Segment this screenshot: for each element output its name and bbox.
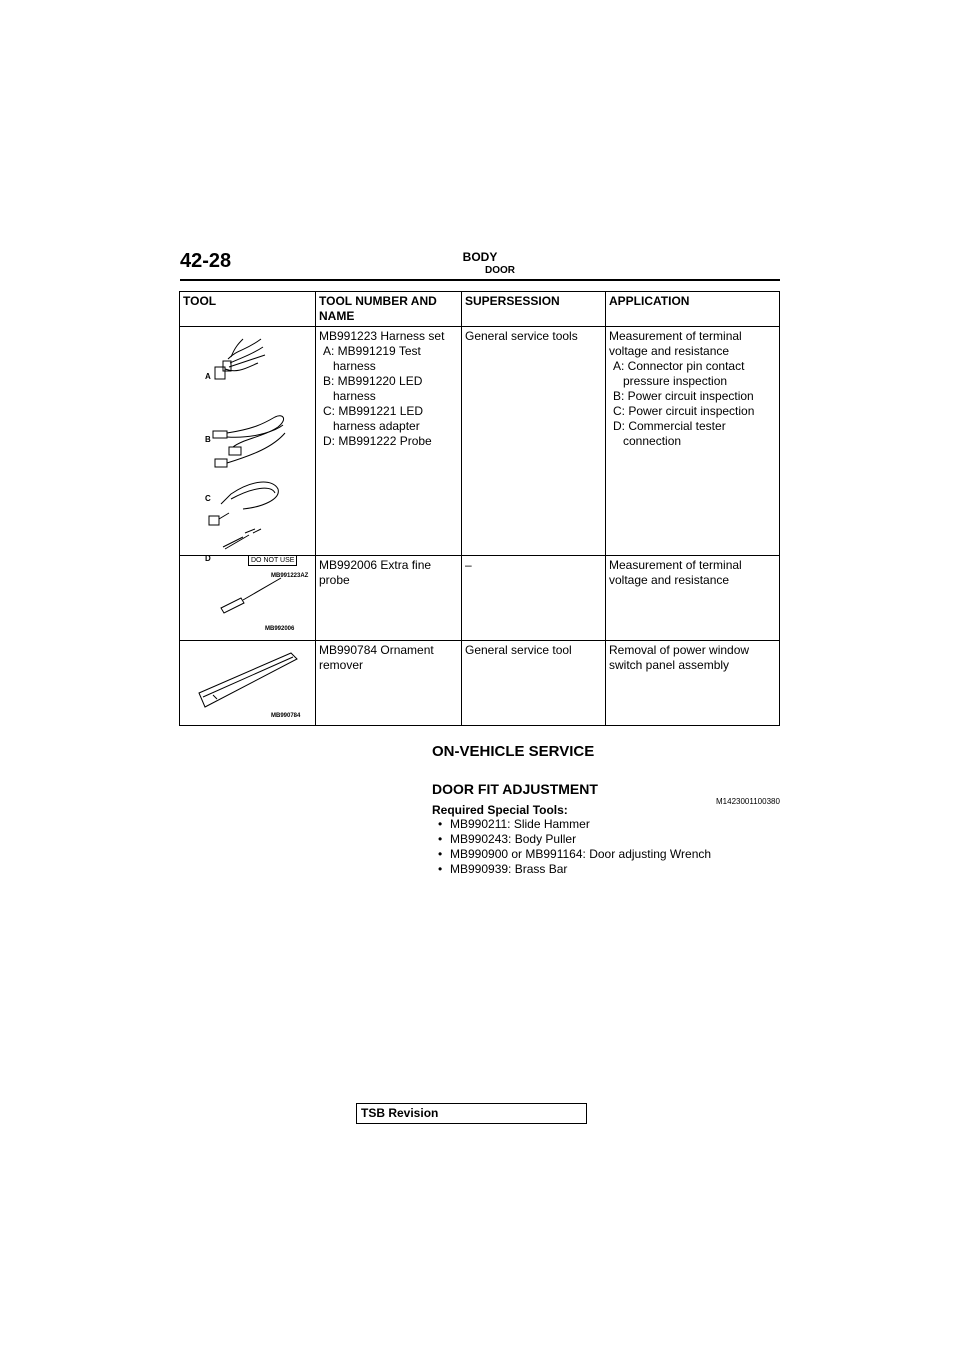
- list-item: • MB990211: Slide Hammer: [438, 817, 711, 832]
- application-cell: [606, 327, 780, 556]
- image-code: MB990784: [271, 713, 301, 719]
- application-cell: Removal of power window switch panel assembly: [606, 641, 780, 726]
- page-number: 42-28: [180, 250, 232, 272]
- col-header-tool-number: TOOL NUMBER AND NAME: [316, 292, 462, 327]
- tool-image-cell: [180, 327, 316, 579]
- section-subtitle: DOOR: [485, 265, 515, 276]
- tool-image-cell: [180, 556, 316, 641]
- table-row: [180, 556, 780, 641]
- required-tools-list: [438, 817, 711, 877]
- on-vehicle-service-heading: ON-VEHICLE SERVICE: [432, 743, 595, 760]
- supersession-cell: General service tool: [462, 641, 606, 726]
- tsb-revision-label: TSB Revision: [361, 1106, 439, 1120]
- application-cell: Measurement of terminal voltage and resistance: [606, 556, 780, 641]
- tool-name-line: MB991223 Harness set: [319, 329, 445, 343]
- list-item: • MB990939: Brass Bar: [438, 862, 711, 877]
- tool-name-line: A: MB991219 Test harness: [323, 344, 421, 373]
- application-line: A: Connector pin contact pressure inspection: [613, 359, 745, 388]
- application-line: D: Commercial tester connection: [613, 419, 726, 448]
- application-line: B: Power circuit inspection: [613, 389, 754, 403]
- tool-name-cell: [316, 327, 462, 556]
- list-item: • MB990243: Body Puller: [438, 832, 711, 847]
- required-tools-label: Required Special Tools:: [432, 803, 568, 817]
- tool-image-cell: [180, 641, 316, 726]
- do-not-use-tag: DO NOT USE: [248, 555, 297, 566]
- table-row: [180, 327, 780, 556]
- application-line: Measurement of terminal voltage and resistance: [609, 329, 742, 358]
- col-header-application: APPLICATION: [606, 292, 780, 327]
- special-tools-table: [179, 291, 780, 726]
- harness-set-illustration: [183, 329, 312, 579]
- label-c: C: [205, 494, 211, 503]
- section-title: BODY: [462, 250, 498, 264]
- tool-name-line: B: MB991220 LED harness: [323, 374, 423, 403]
- image-code: MB991223AZ: [271, 573, 309, 579]
- col-header-supersession: SUPERSESSION: [462, 292, 606, 327]
- tool-name-cell: MB990784 Ornament remover: [316, 641, 462, 726]
- harness-set-drawing: [183, 329, 312, 551]
- image-code: MB992006: [265, 626, 295, 632]
- header-rule: [180, 279, 780, 281]
- tool-name-cell: MB992006 Extra fine probe: [316, 556, 462, 641]
- label-d: D: [205, 554, 211, 563]
- table-header-row: [180, 292, 780, 327]
- extra-fine-probe-illustration: [183, 558, 312, 636]
- procedure-code: M1423001100380: [716, 797, 780, 806]
- tsb-revision-box: [356, 1103, 587, 1124]
- list-item: • MB990900 or MB991164: Door adjusting Wrench: [438, 847, 711, 862]
- label-b: B: [205, 435, 211, 444]
- tool-name-line: C: MB991221 LED harness adapter: [323, 404, 424, 433]
- door-fit-adjustment-heading: DOOR FIT ADJUSTMENT: [432, 781, 598, 797]
- col-header-tool: TOOL: [180, 292, 316, 327]
- supersession-cell: General service tools: [462, 327, 606, 556]
- table-row: [180, 641, 780, 726]
- ornament-remover-illustration: [183, 643, 312, 721]
- application-line: C: Power circuit inspection: [613, 404, 755, 418]
- label-a: A: [205, 372, 211, 381]
- tool-name-line: D: MB991222 Probe: [323, 434, 432, 448]
- supersession-cell: –: [462, 556, 606, 641]
